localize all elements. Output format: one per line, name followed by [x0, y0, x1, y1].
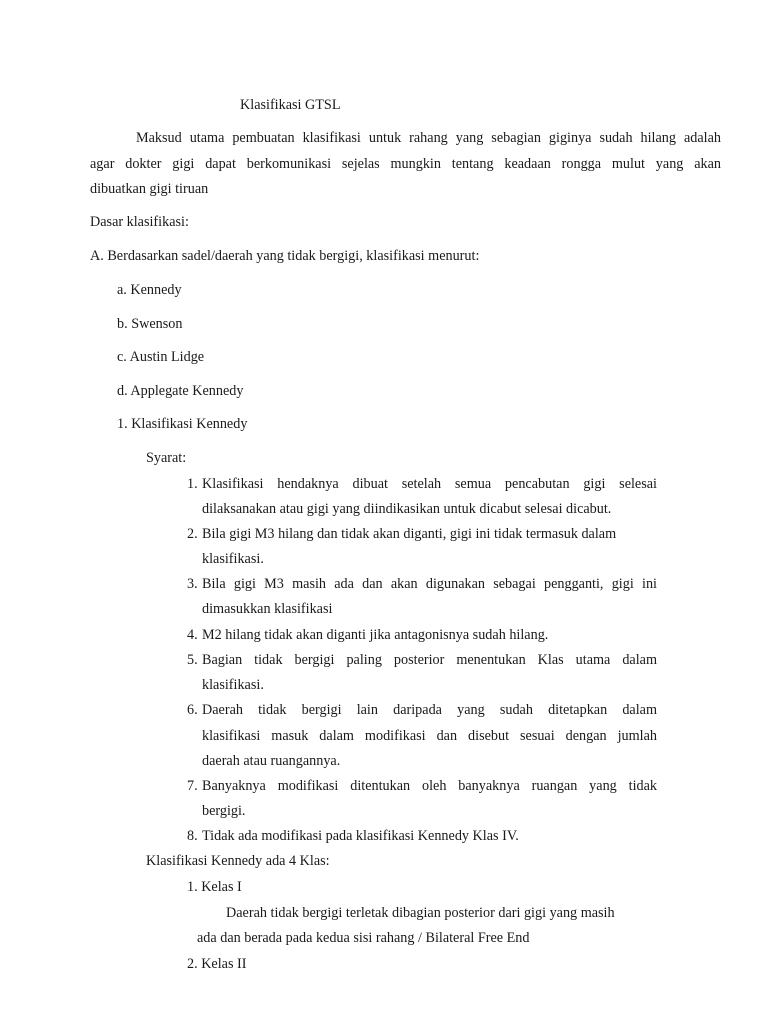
syarat-text: daerah atau ruangannya.: [202, 753, 341, 769]
syarat-text: dimasukkan klasifikasi: [202, 601, 333, 617]
kelas-1-heading: 1. Kelas I: [187, 879, 242, 895]
syarat-text: M2 hilang tidak akan diganti jika antagonisnya sudah hilang.: [202, 627, 549, 643]
syarat-text: Bila gigi M3 masih ada dan akan digunakan sebagai pengganti, gigi ini: [202, 576, 657, 592]
list-item: c. Austin Lidge: [117, 349, 205, 365]
syarat-text: klasifikasi.: [202, 677, 264, 693]
syarat-text: Bagian tidak bergigi paling posterior menentukan Klas utama dalam: [202, 652, 657, 668]
document-title: Klasifikasi GTSL: [240, 97, 341, 113]
syarat-text: klasifikasi.: [202, 551, 264, 567]
kelas-1-description: Daerah tidak bergigi terletak dibagian posterior dari gigi yang masih: [226, 905, 615, 921]
kennedy-heading: 1. Klasifikasi Kennedy: [117, 416, 248, 432]
syarat-text: bergigi.: [202, 803, 246, 819]
syarat-text: Banyaknya modifikasi ditentukan oleh banyaknya ruangan yang tidak: [202, 778, 657, 794]
kelas-2-heading: 2. Kelas II: [187, 956, 247, 972]
list-item: b. Swenson: [117, 316, 183, 332]
syarat-text: klasifikasi masuk dalam modifikasi dan disebut sesuai dengan jumlah: [202, 728, 657, 744]
syarat-number: 7.: [187, 778, 198, 794]
syarat-text: Klasifikasi hendaknya dibuat setelah semua pencabutan gigi selesai: [202, 476, 657, 492]
syarat-number: 3.: [187, 576, 198, 592]
dasar-heading: Dasar klasifikasi:: [90, 214, 189, 230]
syarat-label: Syarat:: [146, 450, 187, 466]
syarat-number: 6.: [187, 702, 198, 718]
syarat-text: Daerah tidak bergigi lain daripada yang sudah ditetapkan dalam: [202, 702, 657, 718]
intro-line-3: dibuatkan gigi tiruan: [90, 181, 209, 197]
syarat-number: 5.: [187, 652, 198, 668]
syarat-text: Tidak ada modifikasi pada klasifikasi Kennedy Klas IV.: [202, 828, 519, 844]
syarat-text: dilaksanakan atau gigi yang diindikasikan untuk dicabut selesai dicabut.: [202, 501, 612, 517]
syarat-number: 4.: [187, 627, 198, 643]
syarat-text: Bila gigi M3 hilang dan tidak akan diganti, gigi ini tidak termasuk dalam: [202, 526, 617, 542]
kelas-1-description: ada dan berada pada kedua sisi rahang / Bilateral Free End: [197, 930, 530, 946]
section-a-heading: A. Berdasarkan sadel/daerah yang tidak bergigi, klasifikasi menurut:: [90, 248, 480, 264]
list-item: a. Kennedy: [117, 282, 182, 298]
kennedy-classes-heading: Klasifikasi Kennedy ada 4 Klas:: [146, 853, 330, 869]
list-item: d. Applegate Kennedy: [117, 383, 244, 399]
syarat-number: 8.: [187, 828, 198, 844]
intro-line-1: Maksud utama pembuatan klasifikasi untuk rahang yang sebagian giginya sudah hilang adalah: [136, 130, 721, 146]
syarat-number: 1.: [187, 476, 198, 492]
intro-line-2: agar dokter gigi dapat berkomunikasi sejelas mungkin tentang keadaan rongga mulut yang akan: [90, 156, 721, 172]
syarat-number: 2.: [187, 526, 198, 542]
